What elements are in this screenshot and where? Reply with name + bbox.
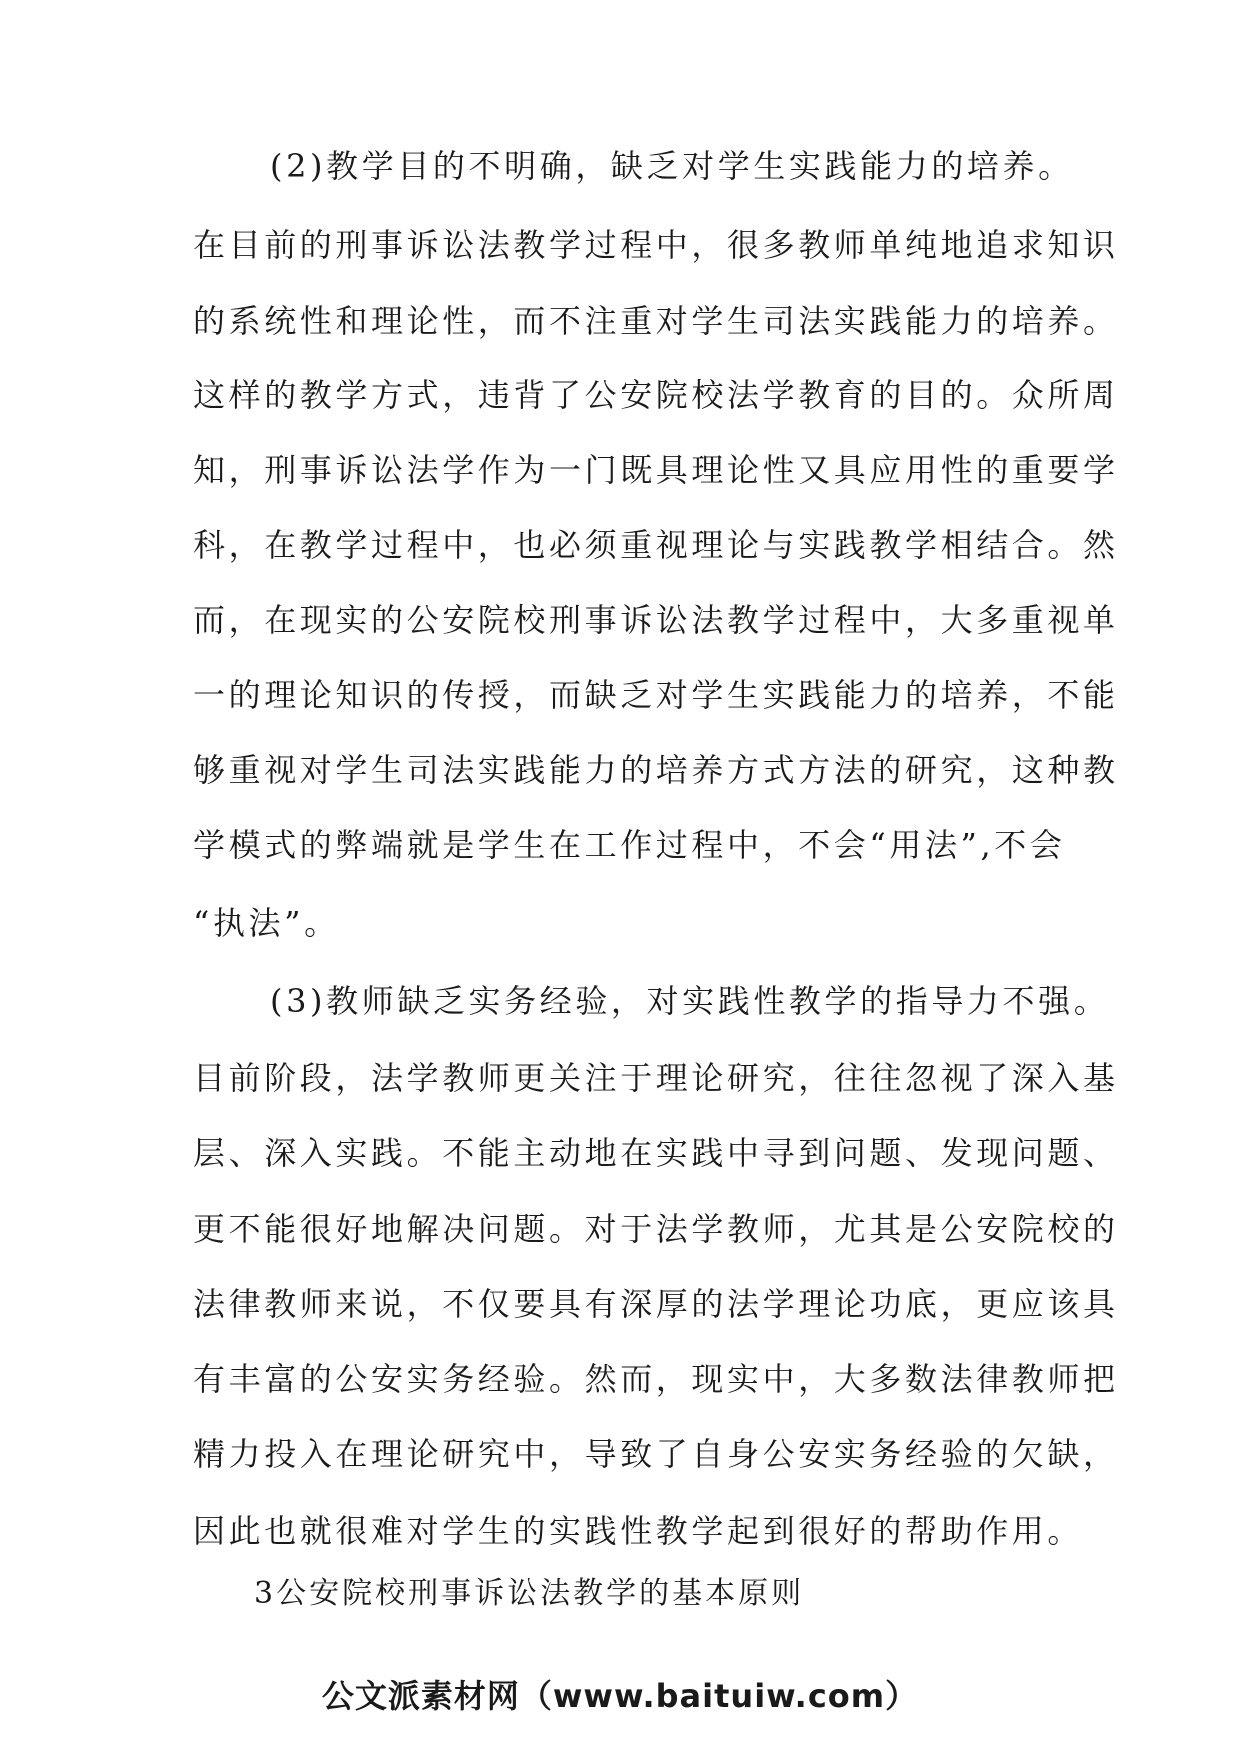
section-heading-3: 3公安院校刑事诉讼法教学的基本原则 xyxy=(254,1576,805,1611)
footer-watermark: 公文派素材网（www.baituiw.com） xyxy=(321,1677,919,1715)
paragraph-1-line-1: (2)教学目的不明确，缺乏对学生实践能力的培养。 xyxy=(270,147,1074,185)
paragraph-1-line-6: 科，在教学过程中，也必须重视理论与实践教学相结合。然 xyxy=(193,526,1119,564)
paragraph-2-line-2: 目前阶段，法学教师更关注于理论研究，往往忽视了深入基 xyxy=(193,1059,1119,1097)
paragraph-2-line-4: 更不能很好地解决问题。对于法学教师，尤其是公安院校的 xyxy=(193,1210,1119,1248)
paragraph-1-line-11: “执法”。 xyxy=(193,904,340,942)
paragraph-1-line-9: 够重视对学生司法实践能力的培养方式方法的研究，这种教 xyxy=(193,751,1119,789)
paragraph-2-line-7: 精力投入在理论研究中，导致了自身公安实务经验的欠缺， xyxy=(193,1435,1119,1473)
paragraph-1-line-8: 一的理论知识的传授，而缺乏对学生实践能力的培养，不能 xyxy=(193,676,1119,714)
paragraph-1-line-5: 知，刑事诉讼法学作为一门既具理论性又具应用性的重要学 xyxy=(193,451,1119,489)
paragraph-1-line-7: 而，在现实的公安院校刑事诉讼法教学过程中，大多重视单 xyxy=(193,601,1119,639)
paragraph-1-line-3: 的系统性和理论性，而不注重对学生司法实践能力的培养。 xyxy=(193,302,1119,340)
paragraph-1-line-2: 在目前的刑事诉讼法教学过程中，很多教师单纯地追求知识 xyxy=(193,226,1119,264)
paragraph-1-line-10: 学模式的弊端就是学生在工作过程中，不会“用法”,不会 xyxy=(193,826,1066,864)
paragraph-2-line-1: (3)教师缺乏实务经验，对实践性教学的指导力不强。 xyxy=(270,982,1110,1020)
paragraph-2-line-3: 层、深入实践。不能主动地在实践中寻到问题、发现问题、 xyxy=(193,1134,1119,1172)
paragraph-1-line-4: 这样的教学方式，违背了公安院校法学教育的目的。众所周 xyxy=(193,376,1119,414)
paragraph-2-line-8: 因此也就很难对学生的实践性教学起到很好的帮助作用。 xyxy=(193,1512,1084,1550)
paragraph-2-line-5: 法律教师来说，不仅要具有深厚的法学理论功底，更应该具 xyxy=(193,1285,1119,1323)
paragraph-2-line-6: 有丰富的公安实务经验。然而，现实中，大多数法律教师把 xyxy=(193,1360,1119,1398)
